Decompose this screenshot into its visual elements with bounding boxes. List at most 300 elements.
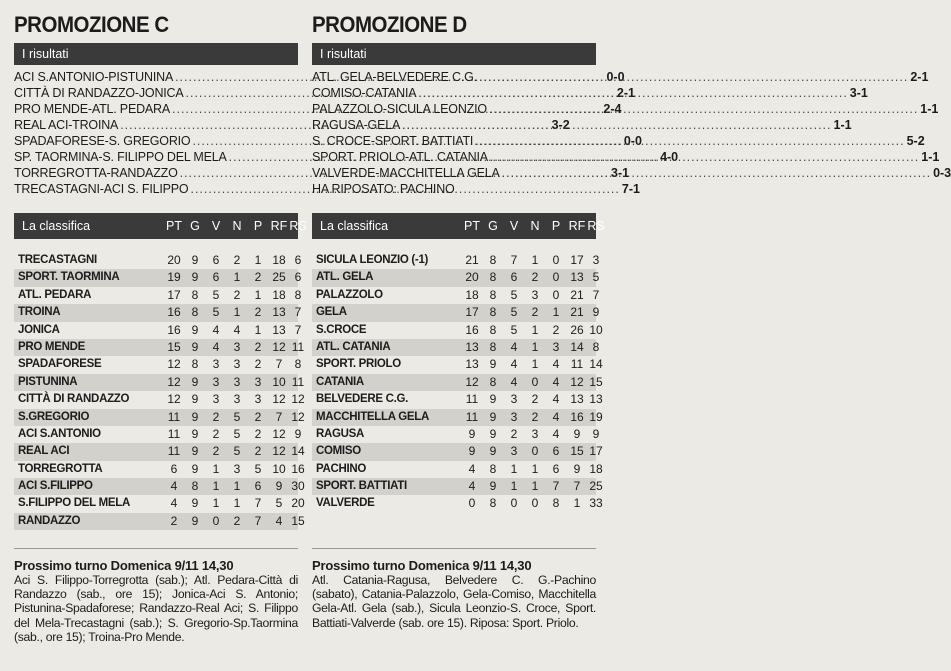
stat-rf: 9 xyxy=(573,426,581,441)
stat-pt: 13 xyxy=(465,357,479,372)
stat-rf: 26 xyxy=(570,322,584,337)
stat-pt: 16 xyxy=(167,322,181,337)
stat-rs: 9 xyxy=(592,305,600,320)
match-name: ATL. GELA-BELVEDERE C.G. xyxy=(312,70,477,84)
team-name: RAGUSA xyxy=(316,427,365,440)
stat-rf: 7 xyxy=(275,409,283,424)
table-row xyxy=(14,374,305,391)
table-row xyxy=(14,339,305,356)
stat-pt: 20 xyxy=(167,253,181,267)
stat-p: 4 xyxy=(552,426,560,441)
column-header-p: P xyxy=(551,219,561,233)
stat-rs: 8 xyxy=(294,357,302,372)
standings-header xyxy=(14,213,307,239)
stat-n: 1 xyxy=(531,461,539,476)
team-name: ACI S.FILIPPO xyxy=(18,480,93,493)
stat-rf: 17 xyxy=(570,253,584,267)
match-score: 4-0 xyxy=(660,150,679,164)
stat-rs: 8 xyxy=(294,287,302,302)
stat-pt: 11 xyxy=(167,426,181,441)
stat-n: 1 xyxy=(233,479,241,494)
table-row xyxy=(14,356,302,373)
team-name: S.GREGORIO xyxy=(18,410,90,423)
team-name: RANDAZZO xyxy=(18,514,81,527)
table-row xyxy=(14,304,302,321)
stat-n: 1 xyxy=(531,253,539,267)
table-row xyxy=(312,356,603,373)
stat-pt: 0 xyxy=(468,496,476,511)
stat-v: 4 xyxy=(510,357,518,372)
match-name: CITTÀ DI RANDAZZO-JONICA xyxy=(14,86,184,100)
stat-g: 9 xyxy=(191,322,199,337)
stat-p: 3 xyxy=(254,374,262,389)
standings-header-label: La classifica xyxy=(320,219,389,233)
stat-rs: 13 xyxy=(589,392,603,407)
stat-rs: 10 xyxy=(589,322,603,337)
stat-n: 2 xyxy=(233,253,241,267)
match-name: RAGUSA-GELA xyxy=(312,118,401,132)
stat-g: 9 xyxy=(191,461,199,476)
stat-n: 5 xyxy=(233,444,241,459)
stat-rf: 12 xyxy=(570,374,584,389)
stat-n: 3 xyxy=(233,357,241,372)
stat-rf: 12 xyxy=(272,339,286,354)
team-name: PACHINO xyxy=(316,462,367,475)
table-row xyxy=(312,443,603,460)
stat-g: 9 xyxy=(191,496,199,511)
match-score: 2-1 xyxy=(910,70,929,84)
stat-n: 3 xyxy=(233,392,241,407)
stat-rf: 18 xyxy=(272,287,286,302)
stat-p: 6 xyxy=(552,461,560,476)
standings-header-label: La classifica xyxy=(22,219,91,233)
table-divider xyxy=(312,548,596,549)
stat-pt: 4 xyxy=(468,461,476,476)
stat-p: 2 xyxy=(254,426,262,441)
stat-rf: 13 xyxy=(272,322,286,337)
stat-v: 3 xyxy=(212,374,220,389)
stat-n: 0 xyxy=(531,444,539,459)
match-name: S. CROCE-SPORT. BATTIATI xyxy=(312,134,474,148)
stat-pt: 4 xyxy=(170,496,178,511)
team-name: SPORT. TAORMINA xyxy=(18,271,120,284)
stat-p: 4 xyxy=(552,409,560,424)
stat-rf: 14 xyxy=(570,339,584,354)
stat-v: 4 xyxy=(510,374,518,389)
right-lower-area xyxy=(312,0,605,671)
column-header-g: G xyxy=(190,219,200,233)
team-name: PRO MENDE xyxy=(18,340,85,353)
stat-rf: 15 xyxy=(570,444,584,459)
stat-v: 6 xyxy=(510,270,518,285)
match-score: 0-0 xyxy=(623,134,642,148)
stat-p: 1 xyxy=(552,305,560,320)
standings-header xyxy=(312,213,605,239)
stat-pt: 12 xyxy=(465,374,479,389)
stat-p: 2 xyxy=(254,305,262,320)
match-name: ACI S.ANTONIO-PISTUNINA xyxy=(14,70,174,84)
stat-rs: 14 xyxy=(589,357,603,372)
table-row xyxy=(312,461,603,478)
stat-v: 4 xyxy=(510,339,518,354)
stat-rs: 6 xyxy=(294,253,302,267)
stat-rs: 15 xyxy=(589,374,603,389)
stat-g: 8 xyxy=(191,287,199,302)
stat-p: 2 xyxy=(254,409,262,424)
table-row xyxy=(14,426,302,443)
stat-g: 9 xyxy=(489,409,497,424)
table-row xyxy=(312,304,600,321)
stat-rs: 5 xyxy=(592,270,600,285)
team-name: ATL. GELA xyxy=(316,271,374,284)
stat-p: 2 xyxy=(254,444,262,459)
stat-pt: 12 xyxy=(167,374,181,389)
stat-rs: 9 xyxy=(294,426,302,441)
team-name: REAL ACI xyxy=(18,445,70,458)
stat-g: 9 xyxy=(191,444,199,459)
table-divider xyxy=(14,548,298,549)
stat-rf: 1 xyxy=(573,496,581,511)
section-title: PROMOZIONE C xyxy=(14,12,169,37)
stat-n: 1 xyxy=(531,357,539,372)
team-name: BELVEDERE C.G. xyxy=(316,393,409,406)
table-row xyxy=(14,513,305,530)
stat-v: 7 xyxy=(510,253,518,267)
column-header-pt: PT xyxy=(464,219,480,233)
stat-g: 9 xyxy=(191,392,199,407)
team-name: TROINA xyxy=(18,306,61,319)
team-name: GELA xyxy=(316,306,347,319)
team-name: PALAZZOLO xyxy=(316,288,383,301)
stat-rs: 17 xyxy=(589,444,603,459)
stat-v: 1 xyxy=(212,461,220,476)
stat-pt: 13 xyxy=(465,339,479,354)
stat-g: 9 xyxy=(191,409,199,424)
stat-v: 2 xyxy=(212,426,220,441)
stat-g: 8 xyxy=(489,270,497,285)
team-name: VALVERDE xyxy=(316,497,375,510)
stat-p: 6 xyxy=(254,479,262,494)
team-name: SPORT. BATTIATI xyxy=(316,480,407,493)
stat-rf: 9 xyxy=(573,461,581,476)
match-name: PALAZZOLO-SICULA LEONZIO xyxy=(312,102,487,116)
stat-g: 9 xyxy=(489,444,497,459)
stat-g: 8 xyxy=(489,305,497,320)
stat-pt: 17 xyxy=(167,287,181,302)
stat-v: 2 xyxy=(212,409,220,424)
stat-n: 3 xyxy=(233,374,241,389)
stat-pt: 15 xyxy=(167,339,181,354)
stat-v: 0 xyxy=(510,496,518,511)
stat-p: 8 xyxy=(552,496,560,511)
stat-rf: 25 xyxy=(272,270,286,285)
stat-rf: 9 xyxy=(275,479,283,494)
stat-n: 3 xyxy=(531,287,539,302)
stat-v: 5 xyxy=(510,287,518,302)
team-name: ATL. CATANIA xyxy=(316,340,391,353)
table-row xyxy=(312,322,603,339)
stat-rs: 11 xyxy=(291,374,305,389)
column-header-n: N xyxy=(232,219,242,233)
stat-p: 7 xyxy=(552,479,560,494)
match-score: 3-2 xyxy=(551,118,570,132)
stat-v: 3 xyxy=(510,444,518,459)
team-name: TRECASTAGNI xyxy=(18,254,97,266)
stat-n: 5 xyxy=(233,409,241,424)
stat-rf: 18 xyxy=(272,253,286,267)
match-score: 0-0 xyxy=(606,70,625,84)
stat-g: 8 xyxy=(489,496,497,511)
match-score: 2-4 xyxy=(603,102,622,116)
stat-n: 3 xyxy=(233,339,241,354)
stat-g: 8 xyxy=(489,374,497,389)
stat-g: 8 xyxy=(489,322,497,337)
table-row xyxy=(14,495,305,512)
stat-n: 1 xyxy=(233,305,241,320)
stat-n: 2 xyxy=(531,270,539,285)
stat-v: 1 xyxy=(212,496,220,511)
stat-rs: 15 xyxy=(291,513,305,528)
stat-p: 6 xyxy=(552,444,560,459)
table-row xyxy=(14,461,305,478)
table-row xyxy=(312,495,603,512)
team-name: S.FILIPPO DEL MELA xyxy=(18,497,130,510)
stat-rs: 12 xyxy=(291,409,305,424)
table-row xyxy=(312,409,603,426)
stat-g: 8 xyxy=(489,287,497,302)
stat-p: 0 xyxy=(552,287,560,302)
stat-p: 1 xyxy=(254,322,262,337)
column-header-pt: PT xyxy=(166,219,182,233)
match-score: 1-1 xyxy=(920,102,939,116)
match-score: 3-1 xyxy=(849,86,868,100)
stat-rs: 7 xyxy=(294,305,302,320)
stat-rs: 6 xyxy=(294,270,302,285)
stat-n: 3 xyxy=(531,426,539,441)
stat-p: 0 xyxy=(552,253,560,267)
stat-v: 3 xyxy=(510,392,518,407)
stat-n: 3 xyxy=(233,461,241,476)
team-name: SICULA LEONZIO (-1) xyxy=(316,254,429,266)
stat-rs: 3 xyxy=(592,253,600,267)
left-lower-area xyxy=(14,0,307,671)
match-score: 0-3 xyxy=(933,166,951,180)
stat-rs: 25 xyxy=(589,479,603,494)
stat-rf: 16 xyxy=(570,409,584,424)
stat-g: 9 xyxy=(489,479,497,494)
stat-g: 8 xyxy=(489,461,497,476)
match-score: 1-1 xyxy=(833,118,852,132)
stat-pt: 21 xyxy=(465,253,479,267)
team-name: ATL. PEDARA xyxy=(18,288,92,301)
table-row xyxy=(14,269,302,286)
stat-rf: 12 xyxy=(272,392,286,407)
stat-n: 2 xyxy=(531,305,539,320)
team-name: ACI S.ANTONIO xyxy=(18,427,101,440)
column-header-rf: RF xyxy=(568,219,586,233)
next-round-title: Prossimo turno Domenica 9/11 14,30 xyxy=(312,558,532,573)
match-name: REAL ACI-TROINA xyxy=(14,118,119,132)
stat-p: 1 xyxy=(254,287,262,302)
stat-p: 3 xyxy=(552,339,560,354)
column-header-rs: RS xyxy=(289,219,307,233)
stat-n: 1 xyxy=(233,496,241,511)
stat-g: 8 xyxy=(191,479,199,494)
column-header-v: V xyxy=(509,219,519,233)
stat-p: 2 xyxy=(552,322,560,337)
team-name: S.CROCE xyxy=(316,323,367,336)
table-row xyxy=(14,443,305,460)
stat-rf: 12 xyxy=(272,444,286,459)
stat-pt: 9 xyxy=(468,444,476,459)
stat-p: 2 xyxy=(254,270,262,285)
stat-pt: 2 xyxy=(170,513,178,528)
table-row xyxy=(312,374,603,391)
stat-v: 4 xyxy=(212,339,220,354)
stat-rf: 21 xyxy=(570,305,584,320)
rest-note-text: HA RIPOSATO: PACHINO xyxy=(312,182,455,196)
stat-rs: 8 xyxy=(592,339,600,354)
team-name: CATANIA xyxy=(316,375,364,388)
stat-rf: 4 xyxy=(275,513,283,528)
stat-rs: 12 xyxy=(291,392,305,407)
match-name: TORREGROTTA-RANDAZZO xyxy=(14,166,178,180)
stat-p: 0 xyxy=(552,270,560,285)
match-name: SPADAFORESE-S. GREGORIO xyxy=(14,134,191,148)
stat-p: 2 xyxy=(254,339,262,354)
standings-table xyxy=(14,252,305,530)
stat-rs: 11 xyxy=(291,339,305,354)
stat-n: 1 xyxy=(233,270,241,285)
stat-rs: 19 xyxy=(589,409,603,424)
team-name: MACCHITELLA GELA xyxy=(316,410,429,423)
stat-p: 4 xyxy=(552,374,560,389)
next-round-title: Prossimo turno Domenica 9/11 14,30 xyxy=(14,558,234,573)
table-row xyxy=(14,409,305,426)
table-row xyxy=(312,252,600,269)
results-header: I risultati xyxy=(14,43,298,65)
stat-pt: 12 xyxy=(167,357,181,372)
stat-n: 0 xyxy=(531,374,539,389)
stat-rf: 13 xyxy=(570,270,584,285)
stat-g: 8 xyxy=(489,253,497,267)
table-row xyxy=(312,269,600,286)
stat-rf: 7 xyxy=(573,479,581,494)
stat-rs: 18 xyxy=(589,461,603,476)
stat-rf: 5 xyxy=(275,496,283,511)
stat-pt: 11 xyxy=(465,409,479,424)
table-row xyxy=(312,339,600,356)
stat-v: 3 xyxy=(212,357,220,372)
match-name: SPORT. PRIOLO-ATL. CATANIA xyxy=(312,150,488,164)
team-name: JONICA xyxy=(18,323,60,336)
team-name: COMISO xyxy=(316,445,361,458)
stat-rf: 7 xyxy=(275,357,283,372)
stat-g: 8 xyxy=(191,305,199,320)
stat-rf: 11 xyxy=(570,357,584,372)
team-name: SPORT. PRIOLO xyxy=(316,358,401,371)
stat-pt: 6 xyxy=(170,461,178,476)
stat-rs: 33 xyxy=(589,496,603,511)
stat-pt: 18 xyxy=(465,287,479,302)
table-row xyxy=(14,252,302,269)
stat-v: 4 xyxy=(212,322,220,337)
stat-p: 5 xyxy=(254,461,262,476)
match-score: 5-2 xyxy=(906,134,925,148)
stat-pt: 16 xyxy=(167,305,181,320)
stat-pt: 16 xyxy=(465,322,479,337)
table-row xyxy=(14,391,305,408)
section-title: PROMOZIONE D xyxy=(312,12,467,37)
stat-n: 2 xyxy=(233,287,241,302)
stat-v: 3 xyxy=(510,409,518,424)
stat-rs: 7 xyxy=(592,287,600,302)
stat-n: 5 xyxy=(233,426,241,441)
stat-n: 2 xyxy=(531,409,539,424)
next-round-fixtures: Atl. Catania-Ragusa, Belvedere C. G.-Pachino (sabato), Catania-Palazzolo, Gela-Comiso, Macchitella Gela-Atl. Gela (sab.), Sicula Leonzio-S. Croce, Sport. Battiati-Valverde (sab. ore 15). Riposa: Sport. Priolo. xyxy=(312,573,596,630)
table-row xyxy=(14,287,302,304)
stat-p: 7 xyxy=(254,496,262,511)
stat-pt: 11 xyxy=(465,392,479,407)
column-header-rf: RF xyxy=(270,219,288,233)
stat-rf: 21 xyxy=(570,287,584,302)
match-score: 7-1 xyxy=(621,182,640,196)
table-row xyxy=(312,287,600,304)
stat-v: 6 xyxy=(212,253,220,267)
stat-rs: 20 xyxy=(291,496,305,511)
stat-g: 8 xyxy=(191,357,199,372)
stat-v: 0 xyxy=(212,513,220,528)
stat-n: 1 xyxy=(531,479,539,494)
stat-v: 2 xyxy=(510,426,518,441)
table-row xyxy=(312,391,603,408)
stat-n: 1 xyxy=(531,322,539,337)
stat-n: 4 xyxy=(233,322,241,337)
stat-g: 9 xyxy=(191,426,199,441)
team-name: PISTUNINA xyxy=(18,375,78,388)
stat-rs: 16 xyxy=(291,461,305,476)
table-row xyxy=(312,478,603,495)
results-header: I risultati xyxy=(312,43,596,65)
stat-pt: 4 xyxy=(170,479,178,494)
stat-g: 8 xyxy=(489,339,497,354)
column-header-v: V xyxy=(211,219,221,233)
column-header-p: P xyxy=(253,219,263,233)
match-name: COMISO-CATANIA xyxy=(312,86,417,100)
stat-rs: 14 xyxy=(291,444,305,459)
match-name: TRECASTAGNI-ACI S. FILIPPO xyxy=(14,182,189,196)
stat-v: 1 xyxy=(212,479,220,494)
stat-v: 5 xyxy=(510,305,518,320)
stat-pt: 11 xyxy=(167,444,181,459)
next-round-fixtures: Aci S. Filippo-Torregrotta (sab.); Atl. Pedara-Città di Randazzo (sab., ore 15); Jonica-Aci S. Antonio; Pistunina-Spadaforese; Randazzo-Real Aci; S. Filippo del Mela-Trecastagni (sab.); S. Gregorio-Sp.Taormina (sab., ore 15); Troina-Pro Mende. xyxy=(14,573,298,644)
stat-rf: 13 xyxy=(272,305,286,320)
standings-table xyxy=(312,252,603,513)
stat-pt: 17 xyxy=(465,305,479,320)
column-header-g: G xyxy=(488,219,498,233)
stat-v: 6 xyxy=(212,270,220,285)
stat-n: 1 xyxy=(531,339,539,354)
stat-n: 2 xyxy=(233,513,241,528)
stat-p: 2 xyxy=(254,357,262,372)
stat-v: 5 xyxy=(212,287,220,302)
stat-v: 2 xyxy=(212,444,220,459)
stat-g: 9 xyxy=(191,339,199,354)
column-header-n: N xyxy=(530,219,540,233)
match-name: PRO MENDE-ATL. PEDARA xyxy=(14,102,171,116)
stat-rf: 10 xyxy=(272,461,286,476)
stat-v: 1 xyxy=(510,461,518,476)
